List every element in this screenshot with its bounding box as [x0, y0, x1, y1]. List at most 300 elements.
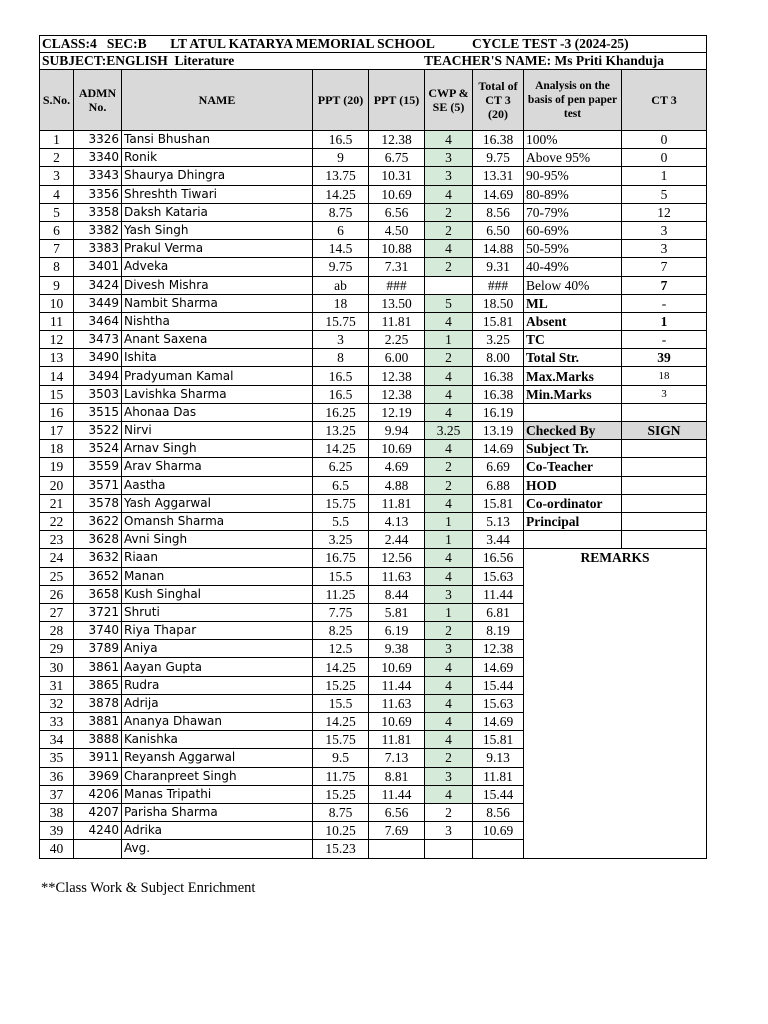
cell-ppt20: 6.25 [313, 458, 369, 476]
cell-total: 6.88 [473, 476, 524, 494]
cell-ppt20: 3.25 [313, 531, 369, 549]
cell-name: Shreshth Tiwari [122, 185, 313, 203]
cell-sno: 3 [40, 167, 74, 185]
cell-ppt20: 8.75 [313, 203, 369, 221]
cell-admn [74, 840, 122, 858]
cell-ct3: - [622, 294, 707, 312]
cell-cwp: 4 [425, 367, 473, 385]
cell-ct3: 3 [622, 221, 707, 239]
cell-cwp: 4 [425, 785, 473, 803]
cell-sno: 14 [40, 367, 74, 385]
col-name: NAME [122, 70, 313, 131]
cell-cwp: 4 [425, 185, 473, 203]
cell-analysis: 50-59% [524, 240, 622, 258]
cell-admn: 3358 [74, 203, 122, 221]
cell-ct3 [622, 440, 707, 458]
cell-sno: 30 [40, 658, 74, 676]
cell-total: 6.50 [473, 221, 524, 239]
cell-cwp: 4 [425, 658, 473, 676]
cell-total: 15.81 [473, 312, 524, 330]
cell-sno: 31 [40, 676, 74, 694]
cell-ct3: 3 [622, 385, 707, 403]
col-admn: ADMN No. [74, 70, 122, 131]
cell-ppt20: 14.25 [313, 440, 369, 458]
cell-ppt15: 13.50 [369, 294, 425, 312]
cell-ct3-blank [622, 531, 707, 549]
header-line-2 [40, 53, 707, 70]
marks-body [40, 131, 707, 859]
sec-label: SEC:B [106, 36, 147, 51]
cell-total: 11.81 [473, 767, 524, 785]
cell-ppt15: 7.31 [369, 258, 425, 276]
cell-cwp: 2 [425, 749, 473, 767]
cell-analysis: Min.Marks [524, 385, 622, 403]
cell-sno: 9 [40, 276, 74, 294]
class-label: CLASS:4 [42, 36, 97, 51]
cell-name: Nambit Sharma [122, 294, 313, 312]
cell-sno: 22 [40, 512, 74, 530]
cell-ppt15: 6.56 [369, 203, 425, 221]
cell-analysis-blank [524, 531, 622, 549]
cell-ppt15: 11.81 [369, 494, 425, 512]
cell-sno: 16 [40, 403, 74, 421]
cell-ct3 [622, 403, 707, 421]
cell-sno: 29 [40, 640, 74, 658]
cell-cwp: 4 [425, 731, 473, 749]
col-ppt15: PPT (15) [369, 70, 425, 131]
cell-name: Omansh Sharma [122, 512, 313, 530]
cell-cwp: 2 [425, 221, 473, 239]
cell-cwp: 2 [425, 258, 473, 276]
cell-cwp: 5 [425, 294, 473, 312]
cell-cwp: 3 [425, 640, 473, 658]
table-row [40, 549, 707, 567]
cell-name: Charanpreet Singh [122, 767, 313, 785]
cell-admn: 3878 [74, 694, 122, 712]
cell-cwp: 1 [425, 603, 473, 621]
cell-ppt15: 2.44 [369, 531, 425, 549]
header-row-1 [40, 36, 707, 53]
cell-total: 14.69 [473, 440, 524, 458]
col-cwp: CWP & SE (5) [425, 70, 473, 131]
col-sno: S.No. [40, 70, 74, 131]
cell-admn: 3515 [74, 403, 122, 421]
cell-analysis: 40-49% [524, 258, 622, 276]
cell-name: Tansi Bhushan [122, 131, 313, 149]
cell-cwp: 2 [425, 803, 473, 821]
subject-label: SUBJECT:ENGLISH Literature [42, 53, 235, 68]
cell-name: Avni Singh [122, 531, 313, 549]
cell-ppt15: 9.38 [369, 640, 425, 658]
cell-total: 8.56 [473, 203, 524, 221]
cell-ppt15: 11.81 [369, 312, 425, 330]
cell-name: Arav Sharma [122, 458, 313, 476]
cell-admn: 3340 [74, 149, 122, 167]
cell-analysis: Below 40% [524, 276, 622, 294]
cell-ppt20: 5.5 [313, 512, 369, 530]
cell-ct3: 39 [622, 349, 707, 367]
cell-ct3: 1 [622, 312, 707, 330]
cell-name: Riaan [122, 549, 313, 567]
cell-name: Kush Singhal [122, 585, 313, 603]
cell-ppt15: 6.75 [369, 149, 425, 167]
table-row [40, 494, 707, 512]
cell-name: Shaurya Dhingra [122, 167, 313, 185]
table-row [40, 531, 707, 549]
cell-sno: 6 [40, 221, 74, 239]
cell-total: 13.31 [473, 167, 524, 185]
cell-total: 13.19 [473, 422, 524, 440]
table-row [40, 312, 707, 330]
cell-ppt15: 12.56 [369, 549, 425, 567]
cell-ppt15: 12.38 [369, 367, 425, 385]
cell-ppt20: 13.25 [313, 422, 369, 440]
cell-ppt20: 14.25 [313, 713, 369, 731]
cell-cwp: 3.25 [425, 422, 473, 440]
cell-admn: 3969 [74, 767, 122, 785]
cell-sno: 13 [40, 349, 74, 367]
cell-sno: 40 [40, 840, 74, 858]
cell-total: 15.44 [473, 676, 524, 694]
cell-admn: 3401 [74, 258, 122, 276]
table-row [40, 403, 707, 421]
cell-name: Shruti [122, 603, 313, 621]
cell-cwp: 1 [425, 331, 473, 349]
cell-cwp: 3 [425, 167, 473, 185]
cell-ct3 [622, 458, 707, 476]
cell-ppt20: 16.5 [313, 367, 369, 385]
footnote: **Class Work & Subject Enrichment [41, 880, 256, 896]
cell-cwp: 4 [425, 494, 473, 512]
cell-sno: 27 [40, 603, 74, 621]
cell-admn: 3865 [74, 676, 122, 694]
cell-ct3: 7 [622, 258, 707, 276]
cell-ppt20: 6.5 [313, 476, 369, 494]
cell-ppt15: 10.69 [369, 440, 425, 458]
cell-ct3: 3 [622, 240, 707, 258]
cell-cwp: 3 [425, 585, 473, 603]
cell-name: Kanishka [122, 731, 313, 749]
cell-admn: 3911 [74, 749, 122, 767]
cell-sno: 32 [40, 694, 74, 712]
cell-ppt15: 11.63 [369, 694, 425, 712]
cell-analysis: Co-Teacher [524, 458, 622, 476]
cell-admn: 3449 [74, 294, 122, 312]
table-row [40, 476, 707, 494]
cell-ppt15: 10.69 [369, 185, 425, 203]
cell-sno: 37 [40, 785, 74, 803]
cell-analysis: Absent [524, 312, 622, 330]
cell-ppt20: 16.25 [313, 403, 369, 421]
cell-sno: 39 [40, 822, 74, 840]
cell-admn: 3632 [74, 549, 122, 567]
cell-ppt20: 15.75 [313, 494, 369, 512]
cell-name: Nirvi [122, 422, 313, 440]
cell-cwp: 3 [425, 822, 473, 840]
cell-analysis: Subject Tr. [524, 440, 622, 458]
cell-ppt20: 13.75 [313, 167, 369, 185]
cell-sno: 8 [40, 258, 74, 276]
cell-ppt20: 15.5 [313, 694, 369, 712]
cell-name: Yash Singh [122, 221, 313, 239]
cell-ct3: 12 [622, 203, 707, 221]
cell-ct3 [622, 476, 707, 494]
cell-sno: 23 [40, 531, 74, 549]
cell-ppt15: 12.38 [369, 385, 425, 403]
cell-analysis: 80-89% [524, 185, 622, 203]
cell-ppt20: 8 [313, 349, 369, 367]
cell-analysis: Above 95% [524, 149, 622, 167]
cell-ppt15: 11.44 [369, 676, 425, 694]
cell-analysis: HOD [524, 476, 622, 494]
cell-cwp: 4 [425, 549, 473, 567]
cell-admn: 4206 [74, 785, 122, 803]
cell-sno: 35 [40, 749, 74, 767]
cell-ppt15: 6.19 [369, 622, 425, 640]
cell-ct3: - [622, 331, 707, 349]
cell-ppt20: 6 [313, 221, 369, 239]
cell-total: 3.25 [473, 331, 524, 349]
cell-cwp: 4 [425, 713, 473, 731]
cell-name: Ishita [122, 349, 313, 367]
cell-ppt20: 11.25 [313, 585, 369, 603]
cell-cwp: 3 [425, 767, 473, 785]
cell-admn: 3628 [74, 531, 122, 549]
cell-ppt15: ### [369, 276, 425, 294]
cell-total: 5.13 [473, 512, 524, 530]
cell-sno: 38 [40, 803, 74, 821]
cell-ct3: SIGN [622, 422, 707, 440]
cell-cwp: 2 [425, 476, 473, 494]
cell-name: Arnav Singh [122, 440, 313, 458]
cell-admn: 3424 [74, 276, 122, 294]
table-row [40, 294, 707, 312]
table-row [40, 221, 707, 239]
cell-name: Adrija [122, 694, 313, 712]
cell-ppt20: 15.5 [313, 567, 369, 585]
cell-ppt15: 4.13 [369, 512, 425, 530]
cell-total: 8.19 [473, 622, 524, 640]
cell-admn: 3524 [74, 440, 122, 458]
cell-cwp [425, 276, 473, 294]
cell-cwp: 4 [425, 312, 473, 330]
cell-name: Anant Saxena [122, 331, 313, 349]
cell-ppt20: 15.23 [313, 840, 369, 858]
cell-admn: 3473 [74, 331, 122, 349]
column-header-row [40, 70, 707, 131]
cell-ppt15: 8.81 [369, 767, 425, 785]
table-row [40, 512, 707, 530]
cell-admn: 3652 [74, 567, 122, 585]
cell-ppt15: 4.88 [369, 476, 425, 494]
cell-ppt20: 14.25 [313, 185, 369, 203]
cell-ppt20: 8.75 [313, 803, 369, 821]
cell-ct3: 5 [622, 185, 707, 203]
cell-cwp: 4 [425, 694, 473, 712]
cell-admn: 3881 [74, 713, 122, 731]
cell-name: Pradyuman Kamal [122, 367, 313, 385]
cell-ppt15: 8.44 [369, 585, 425, 603]
table-row [40, 385, 707, 403]
cell-admn: 3789 [74, 640, 122, 658]
table-row [40, 185, 707, 203]
table-row [40, 349, 707, 367]
cell-admn: 3888 [74, 731, 122, 749]
cell-admn: 3571 [74, 476, 122, 494]
cell-sno: 7 [40, 240, 74, 258]
cell-admn: 4207 [74, 803, 122, 821]
cell-sno: 4 [40, 185, 74, 203]
cell-analysis: 70-79% [524, 203, 622, 221]
marks-table [39, 35, 707, 859]
table-row [40, 367, 707, 385]
cell-admn: 3559 [74, 458, 122, 476]
cell-ct3: 1 [622, 167, 707, 185]
cell-sno: 15 [40, 385, 74, 403]
cell-ppt20: ab [313, 276, 369, 294]
cell-cwp: 4 [425, 131, 473, 149]
cell-cwp: 4 [425, 240, 473, 258]
cell-ppt20: 3 [313, 331, 369, 349]
cell-ppt15: 6.56 [369, 803, 425, 821]
cell-ppt20: 10.25 [313, 822, 369, 840]
table-row [40, 258, 707, 276]
cell-admn: 3490 [74, 349, 122, 367]
cell-total: 9.13 [473, 749, 524, 767]
teacher-name: TEACHER'S NAME: Ms Priti Khanduja [424, 53, 665, 68]
cell-sno: 19 [40, 458, 74, 476]
cell-total: 15.63 [473, 694, 524, 712]
cell-sno: 10 [40, 294, 74, 312]
cell-analysis: 90-95% [524, 167, 622, 185]
cell-ppt20: 14.25 [313, 658, 369, 676]
cell-ppt20: 8.25 [313, 622, 369, 640]
col-ct3: CT 3 [622, 70, 707, 131]
cell-sno: 21 [40, 494, 74, 512]
cell-total: 14.69 [473, 658, 524, 676]
cell-ppt15: 7.69 [369, 822, 425, 840]
cell-ct3 [622, 494, 707, 512]
cell-sno: 1 [40, 131, 74, 149]
cell-total: 16.19 [473, 403, 524, 421]
cell-ppt20: 9 [313, 149, 369, 167]
cell-total: 6.81 [473, 603, 524, 621]
cell-total: 18.50 [473, 294, 524, 312]
cell-name: Adveka [122, 258, 313, 276]
cell-cwp: 4 [425, 440, 473, 458]
cell-admn: 3740 [74, 622, 122, 640]
cell-total: 9.31 [473, 258, 524, 276]
cell-cwp: 4 [425, 676, 473, 694]
cell-total: 16.38 [473, 131, 524, 149]
cell-name: Nishtha [122, 312, 313, 330]
cell-ppt20: 14.5 [313, 240, 369, 258]
cell-sno: 17 [40, 422, 74, 440]
cell-ppt20: 16.5 [313, 385, 369, 403]
cell-cwp: 1 [425, 531, 473, 549]
cell-ppt20: 9.5 [313, 749, 369, 767]
cell-name: Lavishka Sharma [122, 385, 313, 403]
cell-total: 14.69 [473, 185, 524, 203]
header-line-1 [40, 36, 707, 53]
cell-ppt15: 4.50 [369, 221, 425, 239]
cell-ct3: 18 [622, 367, 707, 385]
cell-total: 15.44 [473, 785, 524, 803]
cell-name: Aastha [122, 476, 313, 494]
cell-admn: 3326 [74, 131, 122, 149]
cell-ppt15: 9.94 [369, 422, 425, 440]
cell-analysis: Principal [524, 512, 622, 530]
cell-ppt15: 12.38 [369, 131, 425, 149]
cell-sno: 12 [40, 331, 74, 349]
remarks-box: REMARKS [524, 549, 707, 858]
cell-cwp: 1 [425, 512, 473, 530]
cell-cwp: 3 [425, 149, 473, 167]
cell-admn: 3383 [74, 240, 122, 258]
cell-total: 16.56 [473, 549, 524, 567]
cell-name: Aniya [122, 640, 313, 658]
col-analysis: Analysis on the basis of pen paper test [524, 70, 622, 131]
cell-ppt20: 15.75 [313, 312, 369, 330]
cell-name: Avg. [122, 840, 313, 858]
cell-name: Ahonaa Das [122, 403, 313, 421]
cell-total: 8.00 [473, 349, 524, 367]
cell-ppt20: 9.75 [313, 258, 369, 276]
cell-sno: 18 [40, 440, 74, 458]
cell-admn: 3343 [74, 167, 122, 185]
cell-name: Manas Tripathi [122, 785, 313, 803]
cell-admn: 3721 [74, 603, 122, 621]
cell-analysis: 100% [524, 131, 622, 149]
cell-total: 3.44 [473, 531, 524, 549]
cell-admn: 3382 [74, 221, 122, 239]
cell-admn: 4240 [74, 822, 122, 840]
cell-sno: 33 [40, 713, 74, 731]
cell-total: 15.81 [473, 731, 524, 749]
cell-analysis [524, 403, 622, 421]
cell-ppt15: 2.25 [369, 331, 425, 349]
cell-ppt20: 18 [313, 294, 369, 312]
cell-ppt15: 11.81 [369, 731, 425, 749]
cell-total: 10.69 [473, 822, 524, 840]
table-row [40, 131, 707, 149]
cell-ppt20: 15.25 [313, 785, 369, 803]
cell-ppt20: 16.75 [313, 549, 369, 567]
cell-sno: 36 [40, 767, 74, 785]
col-total: Total of CT 3 (20) [473, 70, 524, 131]
cell-cwp [425, 840, 473, 858]
cell-total: 9.75 [473, 149, 524, 167]
cell-name: Prakul Verma [122, 240, 313, 258]
cell-admn: 3494 [74, 367, 122, 385]
cell-ppt20: 16.5 [313, 131, 369, 149]
cell-total: 16.38 [473, 385, 524, 403]
cell-ppt15: 6.00 [369, 349, 425, 367]
cell-admn: 3356 [74, 185, 122, 203]
cell-total: 16.38 [473, 367, 524, 385]
cell-name: Rudra [122, 676, 313, 694]
cell-total: 15.81 [473, 494, 524, 512]
cell-ppt15: 7.13 [369, 749, 425, 767]
cell-admn: 3578 [74, 494, 122, 512]
cell-name: Aayan Gupta [122, 658, 313, 676]
test-name: CYCLE TEST -3 (2024-25) [472, 36, 629, 51]
cell-name: Riya Thapar [122, 622, 313, 640]
table-row [40, 422, 707, 440]
table-row [40, 203, 707, 221]
cell-sno: 26 [40, 585, 74, 603]
cell-total: 6.69 [473, 458, 524, 476]
